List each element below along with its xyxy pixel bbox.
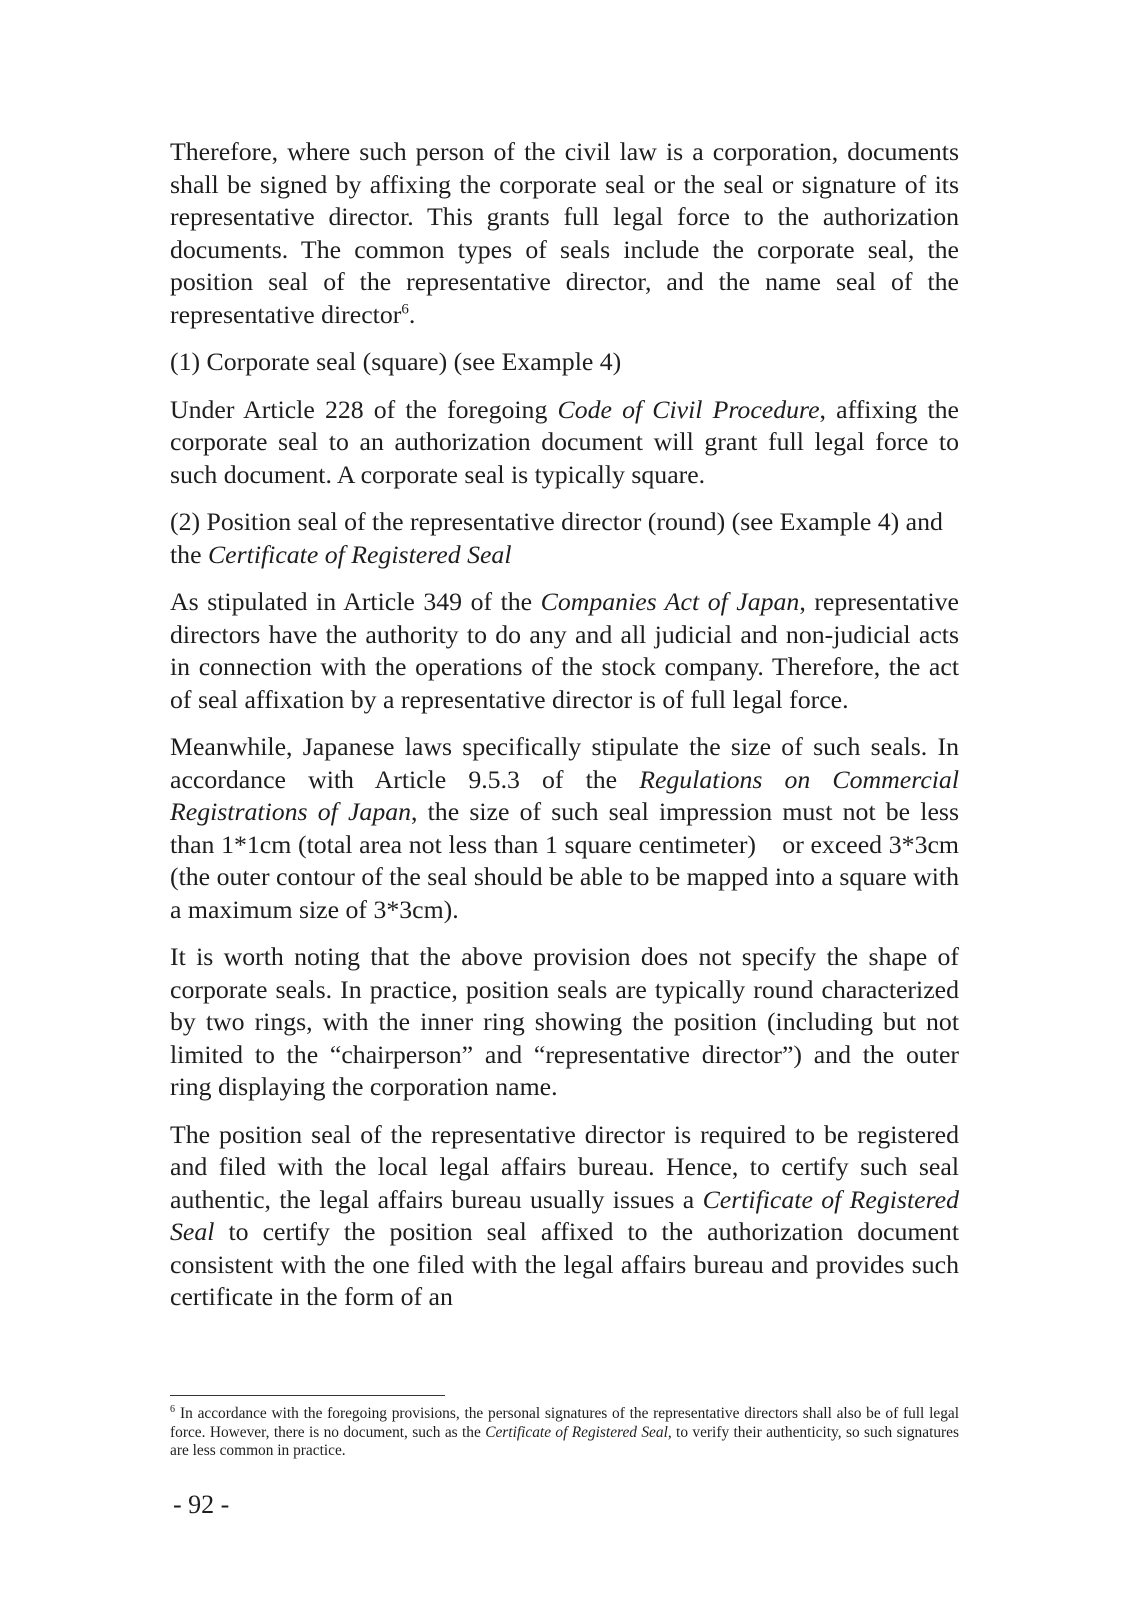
paragraph-companies-act [170,586,959,716]
paragraph-text: , the size of such seal impression must not be less than 1*1cm (total area not less than 1 square centimeter) or exceed 3*3cm (the outer contour of the seal should be able to be mapped into a square with a maximum size of 3*3cm). [170,797,959,924]
footnote-text: In accordance with the foregoing provisions, the personal signatures of the representative directors shall also be of full legal force. However, there is no document, such as the [170,1405,959,1441]
paragraph-text: Meanwhile, Japanese laws specifically stipulate the size of such seals. In accordance with Article 9.5.3 of the [170,732,959,794]
italic-title: Certificate of Registered Seal [207,539,512,569]
heading-text: (2) Position seal of the representative director (round) (see Example 4) and the [170,507,943,569]
footnote-text: , to verify their authenticity, so such signatures are less common in practice. [170,1423,959,1460]
italic-title: Companies Act of Japan [540,587,800,616]
paragraph-corporation-signing [170,136,959,331]
section-heading-corporate-seal: (1) Corporate seal (square) (see Example 4) [170,347,622,376]
paragraph-end: . [408,299,416,329]
paragraph-seal-shape: It is worth noting that the above provision does not specify the shape of corporate seals. In practice, position seals are typically round characterized by two rings, with the inner ring showing the position (including but not limited to the “chairperson” and “representative director”) and the outer ring displaying the corporation name. [170,942,959,1101]
paragraph-seal-size [170,731,959,926]
main-text [170,136,959,1329]
paragraph-text: As stipulated in Article 349 of the [170,587,541,616]
page-number: - 92 - [173,1490,230,1519]
paragraph-text: , affixing the corporate seal to an authorization document will grant full legal force to such document. A corporate seal is typically square. [170,394,959,489]
footnote-number: 6 [170,1403,175,1415]
paragraph-registration [170,1119,959,1314]
footnote [170,1405,959,1461]
paragraph-text: to certify the position seal affixed to the authorization document consistent with the one filed with the legal affairs bureau and provides such certificate in the form of an [170,1217,959,1311]
section-heading-position-seal [170,506,959,571]
footnote-reference[interactable]: 6 [401,300,409,317]
footnote-divider [170,1395,445,1396]
italic-title: Certificate of Registered Seal [170,1184,959,1246]
paragraph-text: The position seal of the representative director is required to be registered and filed with the local legal affairs bureau. Hence, to certify such seal authentic, the legal affairs bureau usually issues a [170,1119,959,1214]
paragraph-text: Therefore, where such person of the civil law is a corporation, documents shall be signed by affixing the corporate seal or the seal or signature of its representative director. This grants full legal force to the authorization documents. The common types of seals include the corporate seal, the position seal of the representative director, and the name seal of the representative director [170,137,959,329]
italic-title: Regulations on Commercial Registrations of Japan [170,764,960,826]
paragraph-code-civil-procedure [170,394,959,492]
paragraph-text: , representative directors have the authority to do any and all judicial and non-judicial acts in connection with the operations of the stock company. Therefore, the act of seal affixation by a representative director is of full legal force. [170,587,959,714]
italic-title: Code of Civil Procedure [557,394,820,424]
paragraph-text: Under Article 228 of the foregoing [170,394,558,424]
italic-title: Certificate of Registered Seal [485,1423,668,1441]
